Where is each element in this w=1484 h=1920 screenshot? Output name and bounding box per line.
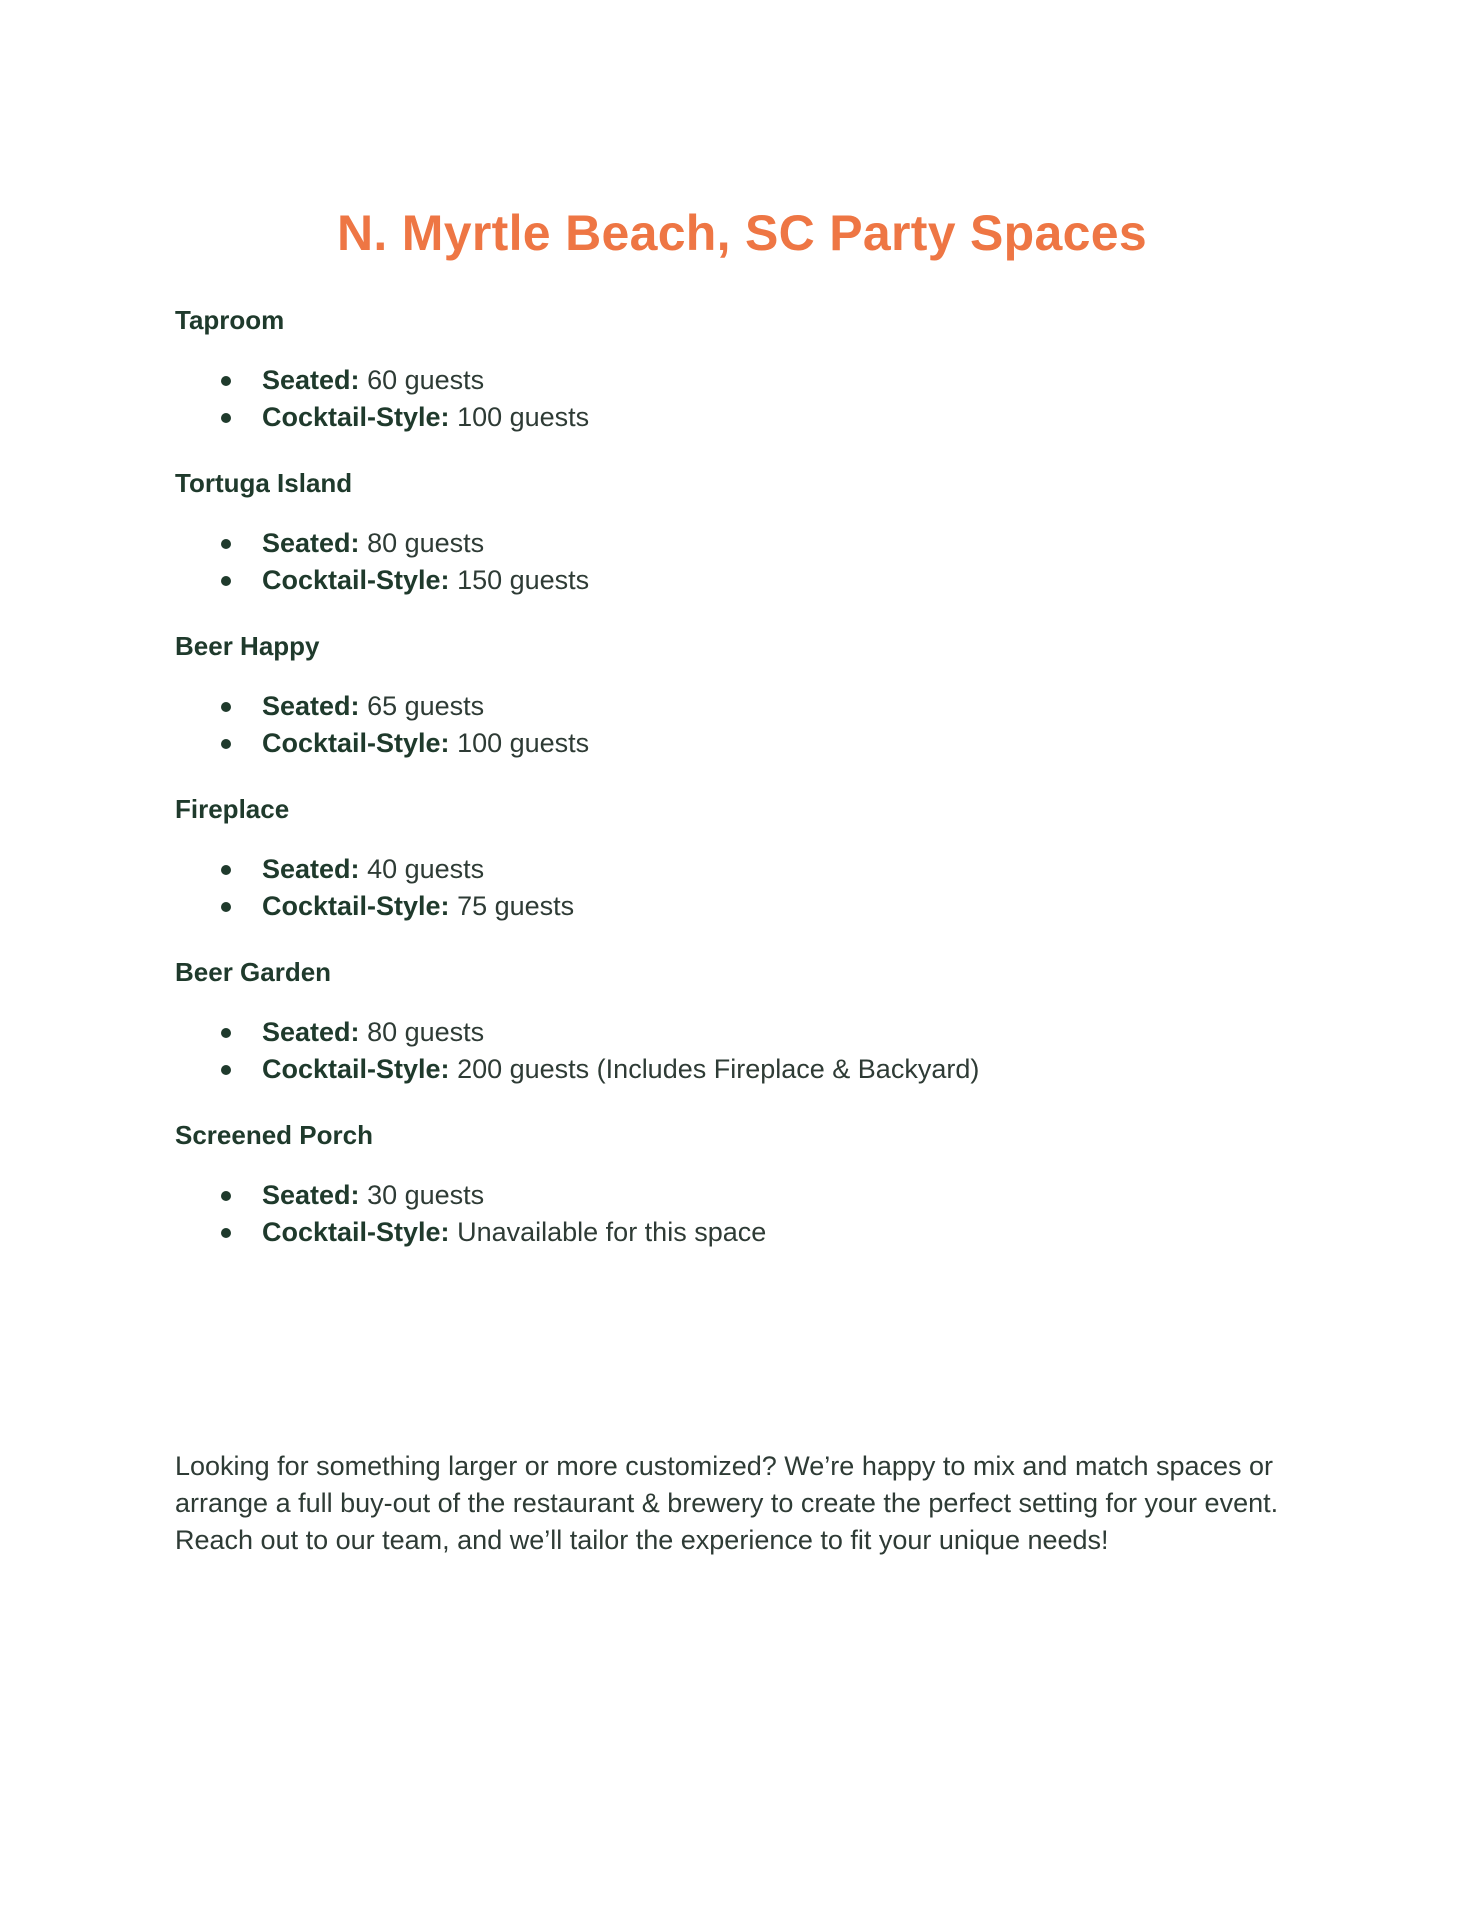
cocktail-value: 75 guests — [457, 891, 575, 921]
capacity-list — [175, 1014, 1315, 1088]
seated-label: Seated: — [262, 1180, 360, 1210]
space-heading: Taproom — [175, 305, 285, 335]
cocktail-label: Cocktail-Style: — [262, 402, 450, 432]
seated-value: 40 guests — [367, 854, 485, 884]
space-section-screened-porch — [175, 1115, 1315, 1251]
cocktail-capacity-item — [175, 725, 1315, 762]
space-section-taproom — [175, 300, 1315, 436]
capacity-list — [175, 525, 1315, 599]
capacity-list — [175, 362, 1315, 436]
seated-capacity-item — [175, 1177, 1315, 1214]
closing-paragraph: Looking for something larger or more customized? We’re happy to mix and match spaces or arrange a full buy-out of the restaurant & brewery to create the perfect setting for your event. Reach out to our team, and we’ll tailor the experience to fit your unique needs! — [175, 1451, 1279, 1555]
bullet-icon — [221, 702, 231, 712]
bullet-icon — [221, 865, 231, 875]
seated-label: Seated: — [262, 365, 360, 395]
cocktail-label: Cocktail-Style: — [262, 728, 450, 758]
cocktail-value: Unavailable for this space — [457, 1217, 767, 1247]
bullet-icon — [221, 1191, 231, 1201]
seated-capacity-item — [175, 688, 1315, 725]
cocktail-capacity-item — [175, 562, 1315, 599]
space-section-beer-happy — [175, 626, 1315, 762]
space-section-tortuga-island — [175, 463, 1315, 599]
cocktail-value: 200 guests (Includes Fireplace & Backyard) — [457, 1054, 980, 1084]
seated-label: Seated: — [262, 691, 360, 721]
space-heading: Tortuga Island — [175, 468, 353, 498]
seated-capacity-item — [175, 1014, 1315, 1051]
space-heading: Beer Garden — [175, 957, 332, 987]
cocktail-capacity-item — [175, 888, 1315, 925]
bullet-icon — [221, 413, 231, 423]
cocktail-value: 150 guests — [457, 565, 590, 595]
cocktail-label: Cocktail-Style: — [262, 1217, 450, 1247]
bullet-icon — [221, 902, 231, 912]
seated-capacity-item — [175, 851, 1315, 888]
cocktail-label: Cocktail-Style: — [262, 565, 450, 595]
bullet-icon — [221, 1065, 231, 1075]
bullet-icon — [221, 376, 231, 386]
cocktail-capacity-item — [175, 1051, 1315, 1088]
seated-value: 60 guests — [367, 365, 485, 395]
bullet-icon — [221, 1228, 231, 1238]
cocktail-label: Cocktail-Style: — [262, 1054, 450, 1084]
bullet-icon — [221, 576, 231, 586]
cocktail-capacity-item — [175, 1214, 1315, 1251]
space-section-beer-garden — [175, 952, 1315, 1088]
seated-label: Seated: — [262, 1017, 360, 1047]
cocktail-value: 100 guests — [457, 728, 590, 758]
space-heading: Beer Happy — [175, 631, 320, 661]
seated-label: Seated: — [262, 528, 360, 558]
cocktail-value: 100 guests — [457, 402, 590, 432]
spaces-list — [175, 300, 1315, 1278]
space-heading: Screened Porch — [175, 1120, 373, 1150]
cocktail-capacity-item — [175, 399, 1315, 436]
capacity-list — [175, 851, 1315, 925]
seated-value: 65 guests — [367, 691, 485, 721]
seated-value: 80 guests — [367, 1017, 485, 1047]
seated-label: Seated: — [262, 854, 360, 884]
bullet-icon — [221, 539, 231, 549]
seated-value: 80 guests — [367, 528, 485, 558]
capacity-list — [175, 1177, 1315, 1251]
space-section-fireplace — [175, 789, 1315, 925]
seated-value: 30 guests — [367, 1180, 485, 1210]
bullet-icon — [221, 739, 231, 749]
bullet-icon — [221, 1028, 231, 1038]
seated-capacity-item — [175, 362, 1315, 399]
seated-capacity-item — [175, 525, 1315, 562]
capacity-list — [175, 688, 1315, 762]
space-heading: Fireplace — [175, 794, 290, 824]
cocktail-label: Cocktail-Style: — [262, 891, 450, 921]
page-title: N. Myrtle Beach, SC Party Spaces — [337, 204, 1147, 261]
